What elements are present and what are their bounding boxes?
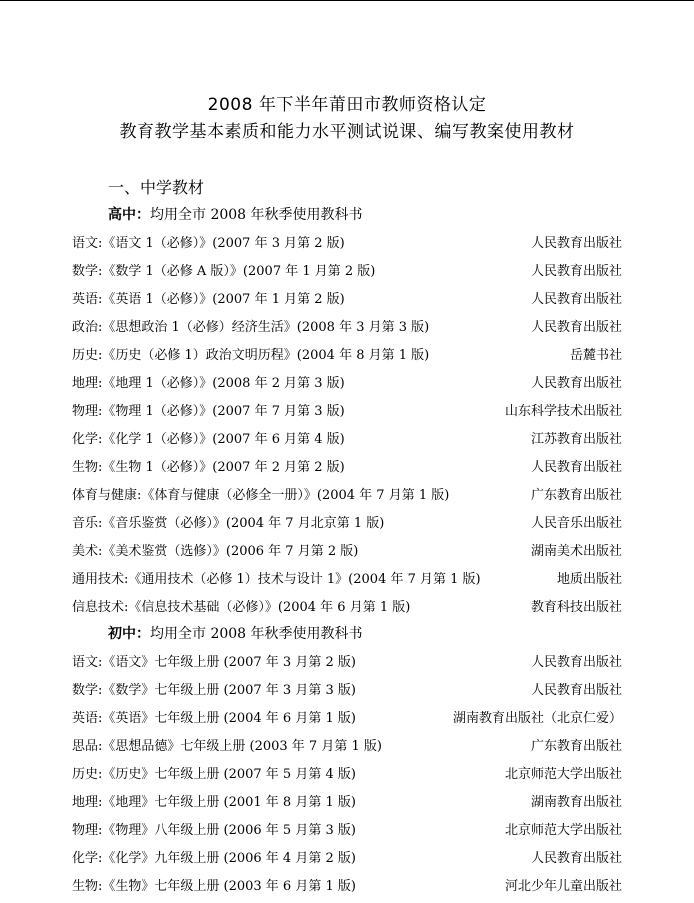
- list-item: [0, 284, 694, 312]
- textbook-entry: 思品:《思想品德》七年级上册 (2003 年 7 月第 1 版): [72, 739, 382, 754]
- list-item: [0, 368, 694, 396]
- textbook-entry: 生物:《生物 1（必修）》(2007 年 2 月第 2 版): [72, 460, 345, 475]
- textbook-entry: 信息技术:《信息技术基础（必修）》(2004 年 6 月第 1 版): [72, 600, 411, 615]
- textbook-entry: 体育与健康:《体育与健康（必修全一册）》(2004 年 7 月第 1 版): [72, 488, 450, 503]
- document-title-line-2: 教育教学基本素质和能力水平测试说课、编写教案使用教材: [119, 122, 575, 142]
- publisher: 广东教育出版社: [530, 488, 622, 503]
- textbook-entry: 英语:《英语 1（必修）》(2007 年 1 月第 2 版): [72, 292, 345, 307]
- textbook-entry: 历史:《历史》七年级上册 (2007 年 5 月第 4 版): [72, 767, 356, 782]
- top-border-line: [0, 0, 694, 1]
- list-item: [0, 675, 694, 703]
- publisher: 人民教育出版社: [530, 236, 622, 251]
- textbook-entry: 化学:《化学 1（必修）》(2007 年 6 月第 4 版): [72, 432, 345, 447]
- list-item: [0, 480, 694, 508]
- list-item: [0, 536, 694, 564]
- publisher: 湖南教育出版社（北京仁爱）: [452, 711, 622, 726]
- textbook-entry: 数学:《数学》七年级上册 (2007 年 3 月第 3 版): [72, 683, 356, 698]
- list-item: [0, 647, 694, 675]
- list-item: [0, 312, 694, 340]
- publisher: 人民教育出版社: [530, 683, 622, 698]
- list-item: [0, 564, 694, 592]
- publisher: 岳麓书社: [569, 348, 622, 363]
- textbook-entry: 物理:《物理 1（必修）》(2007 年 7 月第 3 版): [72, 404, 345, 419]
- middle-school-textbook-list: [0, 647, 694, 899]
- textbook-entry: 历史:《历史（必修 1）政治文明历程》(2004 年 8 月第 1 版): [72, 348, 430, 363]
- list-item: [0, 424, 694, 452]
- publisher: 人民教育出版社: [530, 655, 622, 670]
- textbook-entry: 美术:《美术鉴赏（选修）》(2006 年 7 月第 2 版): [72, 544, 359, 559]
- publisher: 广东教育出版社: [530, 739, 622, 754]
- list-item: [0, 731, 694, 759]
- textbook-entry: 通用技术:《通用技术（必修 1）技术与设计 1》(2004 年 7 月第 1 版): [72, 572, 481, 587]
- list-item: [0, 871, 694, 899]
- publisher: 人民音乐出版社: [530, 516, 622, 531]
- publisher: 教育科技出版社: [530, 600, 622, 615]
- textbook-entry: 语文:《语文》七年级上册 (2007 年 3 月第 2 版): [72, 655, 356, 670]
- textbook-entry: 音乐:《音乐鉴赏（必修）》(2004 年 7 月北京第 1 版): [72, 516, 385, 531]
- textbook-entry: 语文:《语文 1（必修）》(2007 年 3 月第 2 版): [72, 236, 345, 251]
- publisher: 山东科学技术出版社: [504, 404, 622, 419]
- list-item: [0, 815, 694, 843]
- middle-school-label: 初中：: [108, 626, 150, 642]
- textbook-entry: 英语:《英语》七年级上册 (2004 年 6 月第 1 版): [72, 711, 356, 726]
- publisher: 江苏教育出版社: [530, 432, 622, 447]
- publisher: 人民教育出版社: [530, 320, 622, 335]
- textbook-entry: 政治:《思想政治 1（必修）经济生活》(2008 年 3 月第 3 版): [72, 320, 430, 335]
- publisher: 湖南美术出版社: [530, 544, 622, 559]
- section-heading-middle-school-textbooks: 一、中学教材: [108, 178, 205, 197]
- high-school-textbook-list: [0, 228, 694, 620]
- middle-school-note: 均用全市 2008 年秋季使用教科书: [150, 626, 363, 642]
- textbook-entry: 数学:《数学 1（必修 A 版）》(2007 年 1 月第 2 版): [72, 264, 376, 279]
- publisher: 人民教育出版社: [530, 460, 622, 475]
- publisher: 人民教育出版社: [530, 292, 622, 307]
- publisher: 人民教育出版社: [530, 376, 622, 391]
- publisher: 人民教育出版社: [530, 264, 622, 279]
- document-title-line-1: 2008 年下半年莆田市教师资格认定: [207, 95, 487, 115]
- list-item: [0, 843, 694, 871]
- list-item: [0, 340, 694, 368]
- high-school-subheading: [108, 204, 363, 224]
- list-item: [0, 396, 694, 424]
- textbook-entry: 化学:《化学》九年级上册 (2006 年 4 月第 2 版): [72, 851, 356, 866]
- publisher: 北京师范大学出版社: [504, 823, 622, 838]
- list-item: [0, 592, 694, 620]
- high-school-label: 高中：: [108, 207, 150, 223]
- list-item: [0, 703, 694, 731]
- middle-school-subheading: [108, 623, 363, 643]
- publisher: 北京师范大学出版社: [504, 767, 622, 782]
- textbook-entry: 生物:《生物》七年级上册 (2003 年 6 月第 1 版): [72, 879, 356, 894]
- publisher: 河北少年儿童出版社: [504, 879, 622, 894]
- list-item: [0, 256, 694, 284]
- publisher: 地质出版社: [556, 572, 622, 587]
- textbook-entry: 地理:《地理 1（必修）》(2008 年 2 月第 3 版): [72, 376, 345, 391]
- list-item: [0, 228, 694, 256]
- list-item: [0, 452, 694, 480]
- publisher: 湖南教育出版社: [530, 795, 622, 810]
- list-item: [0, 759, 694, 787]
- publisher: 人民教育出版社: [530, 851, 622, 866]
- textbook-entry: 地理:《地理》七年级上册 (2001 年 8 月第 1 版): [72, 795, 356, 810]
- list-item: [0, 508, 694, 536]
- textbook-entry: 物理:《物理》八年级上册 (2006 年 5 月第 3 版): [72, 823, 356, 838]
- high-school-note: 均用全市 2008 年秋季使用教科书: [150, 207, 363, 223]
- list-item: [0, 787, 694, 815]
